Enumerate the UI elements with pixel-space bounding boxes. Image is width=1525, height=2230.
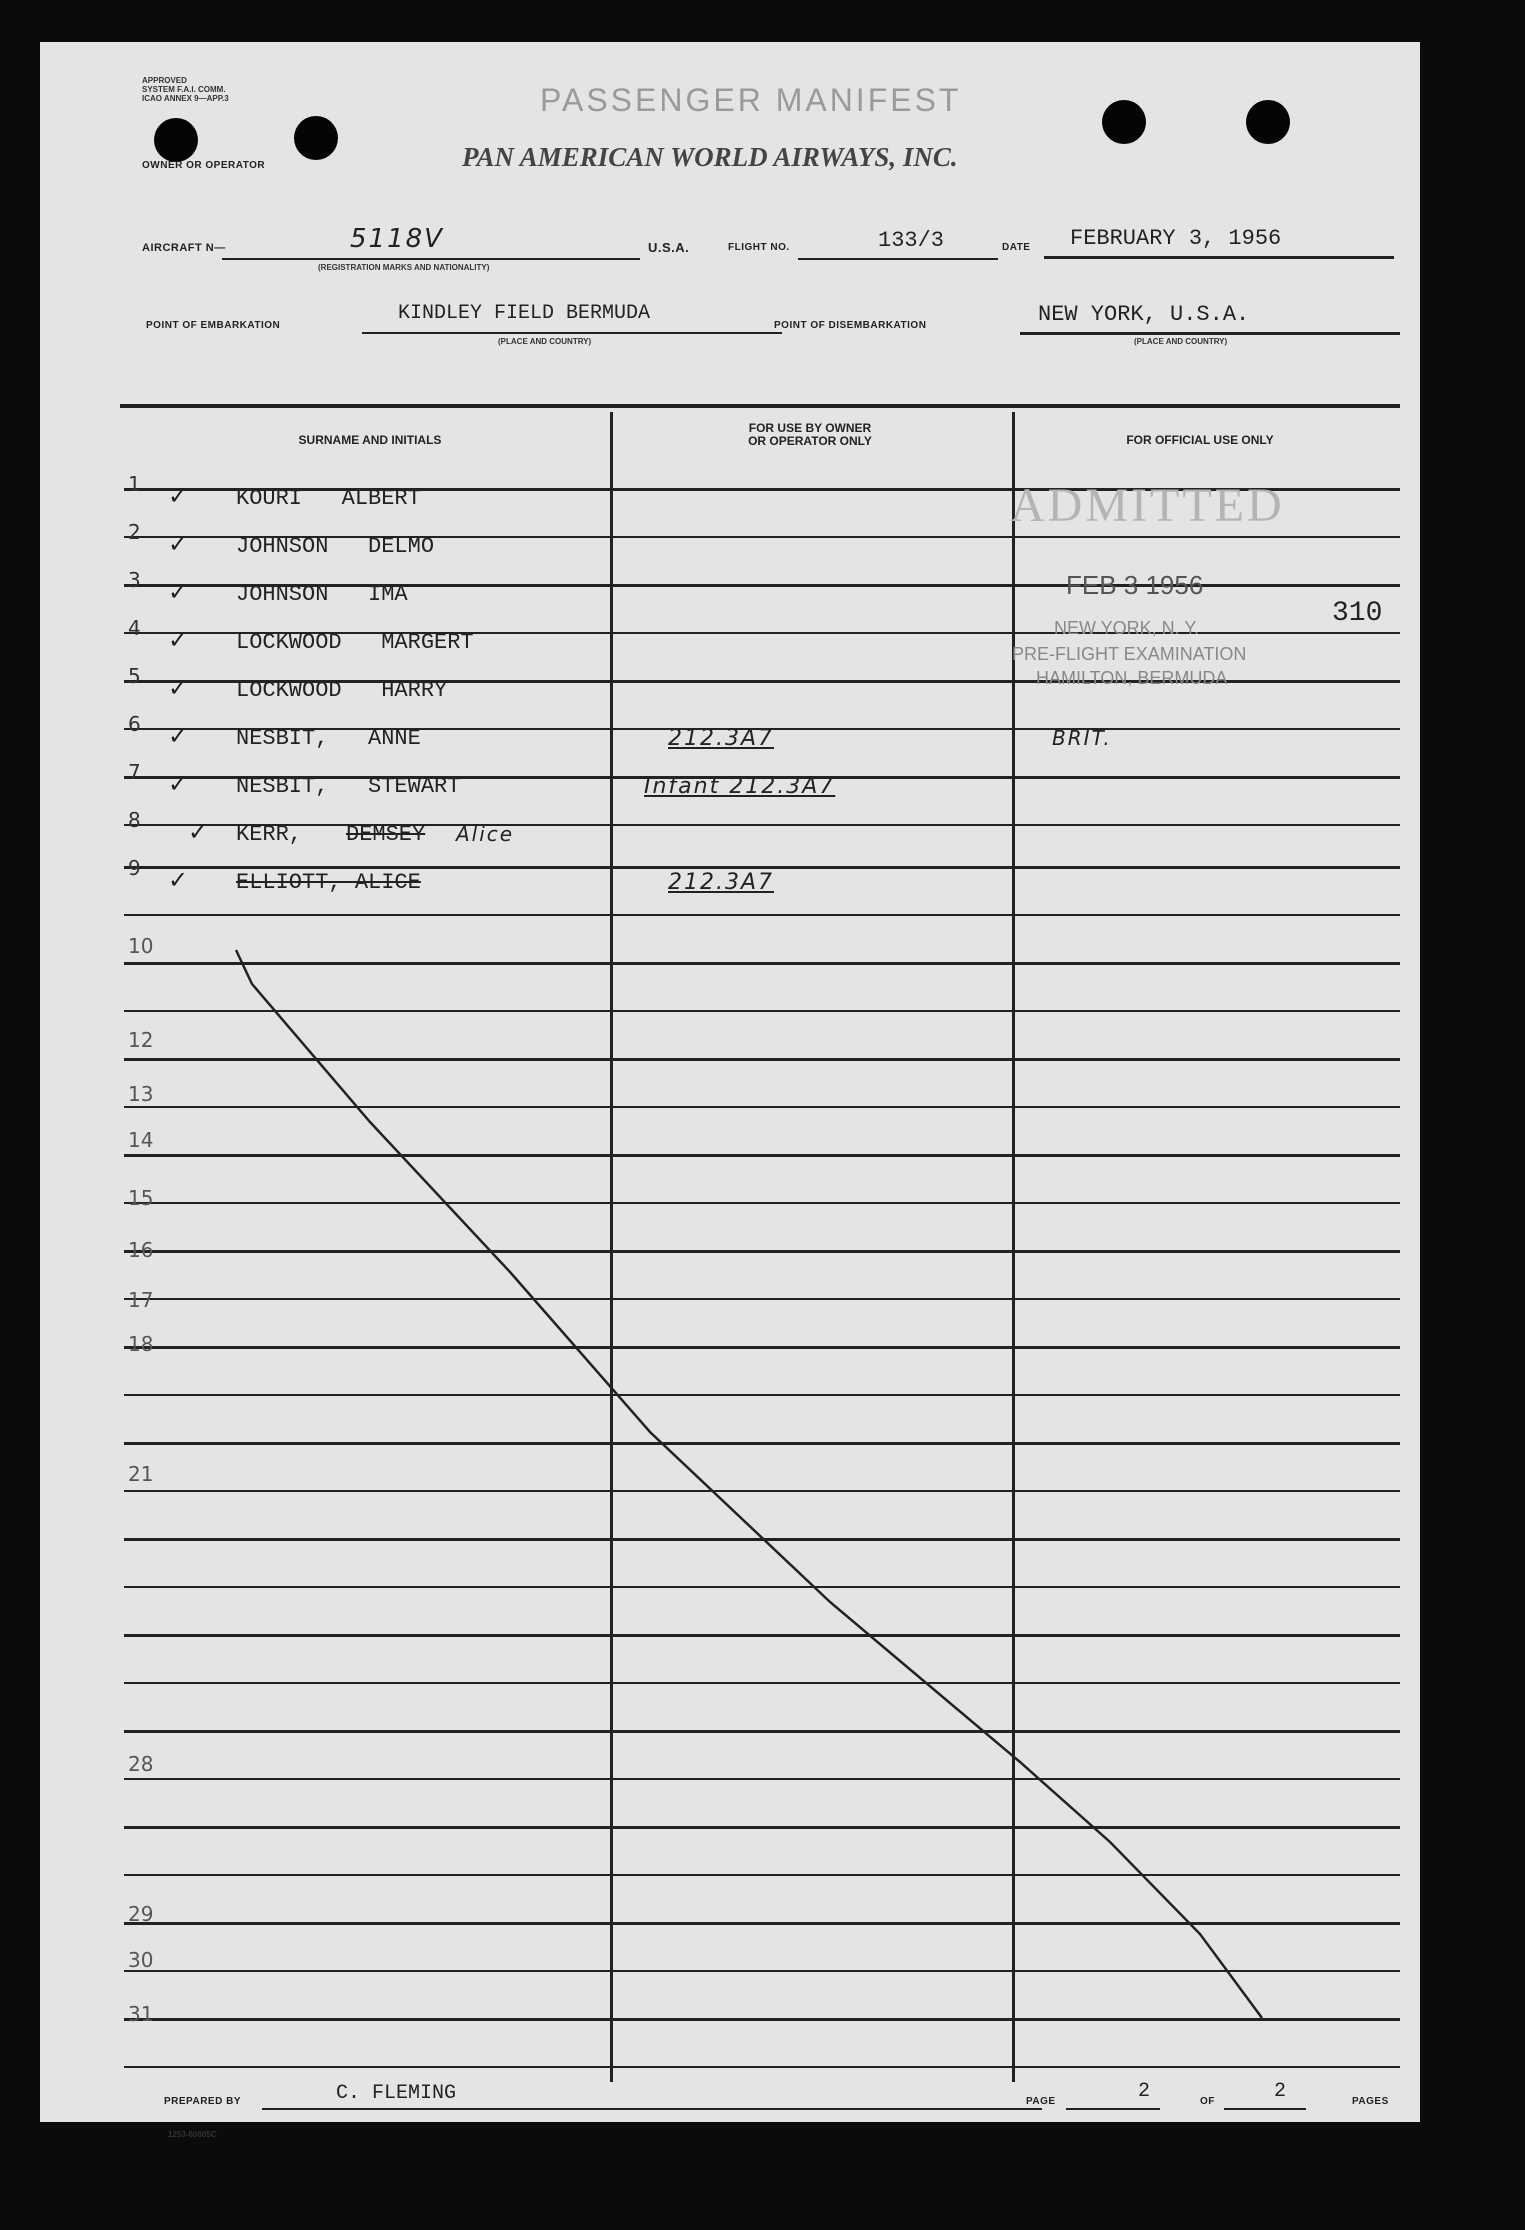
flight-no-label: FLIGHT NO.: [728, 242, 790, 253]
approval-line-1: APPROVED: [142, 76, 187, 85]
checkmark-icon: ✓: [168, 482, 189, 510]
column-header-surname: SURNAME AND INITIALS: [298, 433, 442, 447]
side-number: 310: [1332, 598, 1383, 629]
passenger-name: ELLIOTT, ALICE: [236, 870, 421, 895]
checkmark-icon: ✓: [168, 578, 189, 606]
row-number: 13: [128, 1082, 154, 1106]
stamp-hamilton: HAMILTON, BERMUDA: [1036, 668, 1228, 688]
aircraft-label: AIRCRAFT N—: [142, 242, 226, 254]
page-value: 2: [1138, 2080, 1151, 2103]
passenger-name: LOCKWOOD HARRY: [236, 678, 448, 703]
checkmark-icon: ✓: [168, 626, 189, 654]
row-number: 29: [128, 1902, 154, 1926]
row-number: 8: [128, 808, 141, 832]
prepared-by-value: C. FLEMING: [336, 2082, 457, 2105]
form-code: 1253-60605C: [168, 2130, 217, 2139]
row-number: 31: [128, 2002, 154, 2026]
aircraft-value: 5118V: [350, 224, 444, 254]
form-title: PASSENGER MANIFEST: [540, 82, 962, 118]
passenger-name: KERR,: [236, 822, 303, 847]
row-number: 12: [128, 1028, 154, 1052]
owner-code: 212.3A7: [668, 870, 775, 895]
column-header-official: FOR OFFICIAL USE ONLY: [1126, 433, 1274, 447]
row-number: 21: [128, 1462, 154, 1486]
owner-operator-label: OWNER OR OPERATOR: [142, 160, 266, 171]
cancel-diagonal-line: [40, 42, 1420, 2122]
disembarkation-value: NEW YORK, U.S.A.: [1038, 302, 1250, 327]
page-underline: [1066, 2108, 1160, 2110]
checkmark-icon: ✓: [168, 866, 189, 894]
row-number: 1: [128, 472, 141, 496]
row-number: 18: [128, 1332, 154, 1356]
handwritten-name: Alice: [456, 822, 515, 846]
date-value: FEBRUARY 3, 1956: [1070, 226, 1282, 251]
of-label: OF: [1200, 2096, 1215, 2107]
aircraft-caption: (REGISTRATION MARKS AND NATIONALITY): [318, 263, 490, 272]
passenger-name: NESBIT, ANNE: [236, 726, 421, 751]
stamp-location: NEW YORK, N. Y.: [1054, 618, 1200, 638]
row-number: 7: [128, 760, 141, 784]
passenger-name: LOCKWOOD MARGERT: [236, 630, 474, 655]
manifest-sheet: [40, 42, 1420, 2139]
passenger-name: KOURI ALBERT: [236, 486, 421, 511]
embarkation-label: POINT OF EMBARKATION: [146, 320, 281, 331]
passenger-name: JOHNSON DELMO: [236, 534, 435, 559]
stamp-date: FEB 3 1956: [1066, 570, 1204, 600]
embarkation-caption: (PLACE AND COUNTRY): [498, 337, 592, 346]
passenger-name: NESBIT, STEWART: [236, 774, 461, 799]
struck-name: DEMSEY: [346, 822, 426, 847]
flight-no-value: 133/3: [878, 228, 945, 253]
row-number: 15: [128, 1186, 154, 1210]
embarkation-value: KINDLEY FIELD BERMUDA: [398, 302, 651, 325]
checkmark-icon: ✓: [168, 530, 189, 558]
pages-label: PAGES: [1352, 2096, 1389, 2107]
nationality-note: BRIT.: [1052, 726, 1112, 750]
checkmark-icon: ✓: [168, 674, 189, 702]
disembarkation-label: POINT OF DISEMBARKATION: [774, 320, 927, 331]
column-header-owner-line-1: FOR USE BY OWNER: [748, 421, 872, 435]
row-number: 4: [128, 616, 141, 640]
checkmark-icon: ✓: [188, 818, 209, 846]
row-number: 10: [128, 934, 154, 958]
approval-line-2: SYSTEM F.A.I. COMM.: [142, 85, 226, 94]
row-number: 28: [128, 1752, 154, 1776]
prepared-by-underline: [262, 2108, 1042, 2110]
prepared-by-label: PREPARED BY: [164, 2096, 241, 2107]
company-name: PAN AMERICAN WORLD AIRWAYS, INC.: [462, 142, 958, 172]
column-header-owner-line-2: OR OPERATOR ONLY: [748, 434, 872, 448]
checkmark-icon: ✓: [168, 722, 189, 750]
disembarkation-caption: (PLACE AND COUNTRY): [1134, 337, 1228, 346]
row-number: 3: [128, 568, 141, 592]
row-number: 9: [128, 856, 141, 880]
row-number: 17: [128, 1288, 154, 1312]
owner-code: 212.3A7: [668, 726, 775, 751]
row-number: 5: [128, 664, 141, 688]
of-underline: [1224, 2108, 1306, 2110]
usa-label: U.S.A.: [648, 240, 690, 255]
of-value: 2: [1274, 2080, 1287, 2103]
stamp-admitted: ADMITTED: [1010, 479, 1285, 532]
row-number: 2: [128, 520, 141, 544]
row-number: 14: [128, 1128, 154, 1152]
stamp-preflight: PRE-FLIGHT EXAMINATION: [1012, 644, 1247, 664]
row-number: 6: [128, 712, 141, 736]
owner-code: Infant 212.3A7: [644, 774, 836, 799]
date-label: DATE: [1002, 242, 1031, 253]
page-label: PAGE: [1026, 2096, 1056, 2107]
checkmark-icon: ✓: [168, 770, 189, 798]
passenger-name: JOHNSON IMA: [236, 582, 408, 607]
approval-line-3: ICAO ANNEX 9—APP.3: [142, 94, 229, 103]
row-number: 16: [128, 1238, 154, 1262]
row-number: 30: [128, 1948, 154, 1972]
